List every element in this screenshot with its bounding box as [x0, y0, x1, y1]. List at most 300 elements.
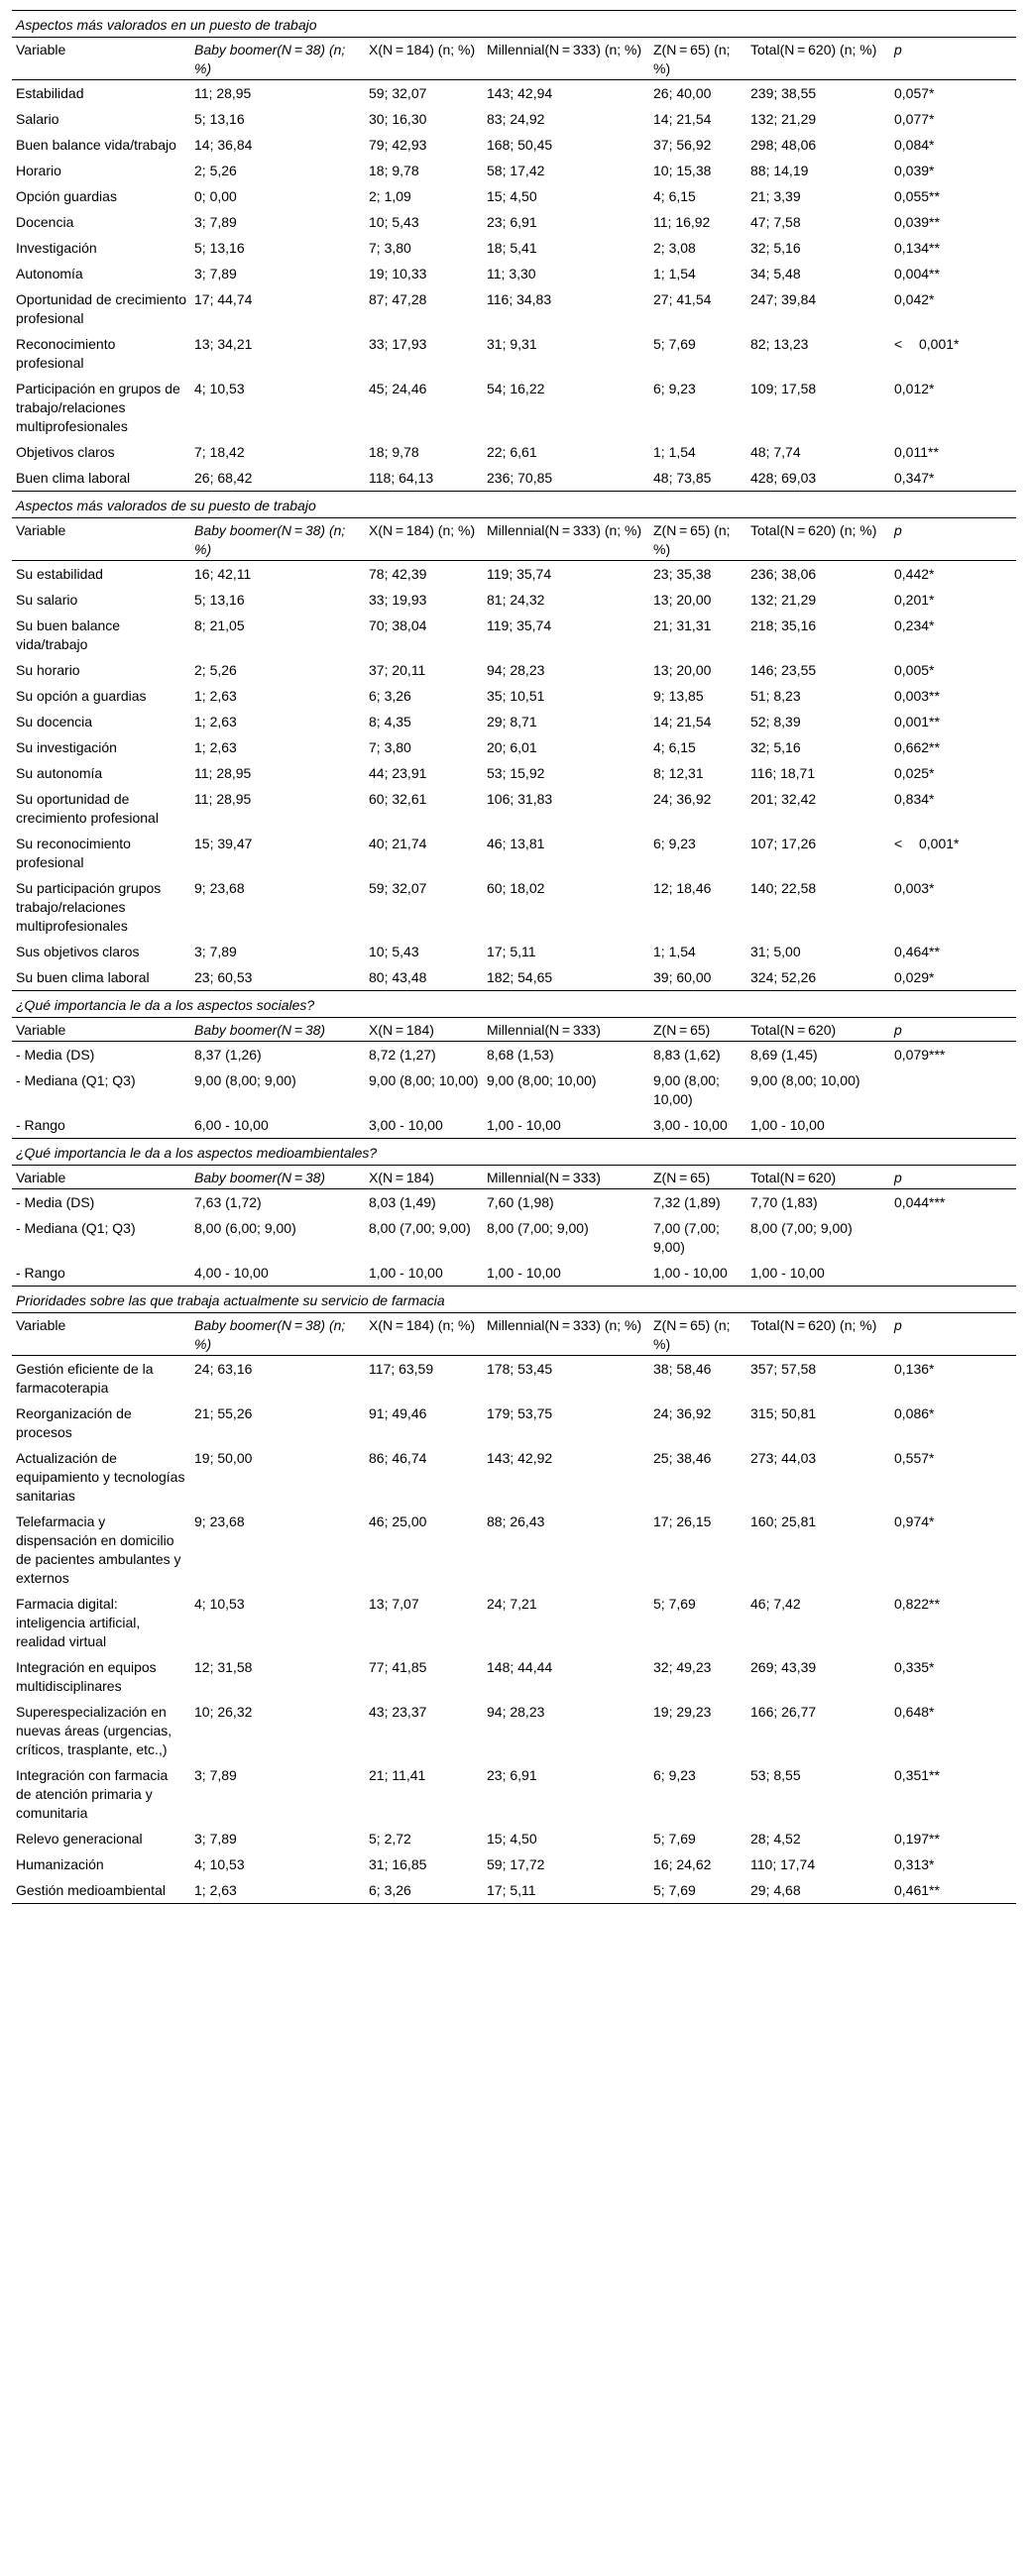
- table-cell: 79; 42,93: [369, 137, 427, 153]
- table-row: [12, 1699, 1016, 1762]
- table-row: [12, 1591, 1016, 1654]
- table-cell: 1; 1,54: [653, 444, 696, 460]
- table-cell: 315; 50,81: [750, 1405, 817, 1421]
- section-title-row: [12, 1139, 1016, 1166]
- results-table: [12, 10, 1016, 1904]
- table-cell: 9,00 (8,00; 10,00): [487, 1072, 597, 1088]
- table-cell: 29; 8,71: [487, 714, 537, 729]
- table-cell: 0,351**: [894, 1767, 940, 1783]
- table-cell: 94; 28,23: [487, 1704, 545, 1720]
- table-row: [12, 1215, 1016, 1260]
- table-cell: 5; 2,72: [369, 1831, 411, 1847]
- row-label: Participación en grupos de trabajo/relaciones multiprofesionales: [16, 381, 180, 434]
- table-cell: 106; 31,83: [487, 791, 553, 807]
- table-cell: 4,00 - 10,00: [194, 1265, 269, 1281]
- table-cell: 1; 2,63: [194, 688, 237, 704]
- table-cell: 0; 0,00: [194, 188, 237, 204]
- row-label: Integración con farmacia de atención primaria y comunitaria: [16, 1767, 169, 1821]
- row-label: Su buen clima laboral: [16, 969, 150, 985]
- table-cell: 7; 3,80: [369, 240, 411, 256]
- table-cell: 13; 20,00: [653, 662, 712, 678]
- table-cell: 116; 18,71: [750, 765, 816, 781]
- table-cell: 18; 9,78: [369, 163, 419, 178]
- column-header: Z(N = 65) (n; %): [649, 518, 746, 561]
- table-cell: 4; 6,15: [653, 739, 696, 755]
- table-cell: 9,00 (8,00; 10,00): [653, 1072, 720, 1107]
- table-cell: 0,974*: [894, 1513, 935, 1529]
- table-cell: 10; 5,43: [369, 944, 419, 959]
- row-label: - Mediana (Q1; Q3): [16, 1072, 136, 1088]
- table-cell: 273; 44,03: [750, 1450, 817, 1466]
- table-cell: 53; 8,55: [750, 1767, 801, 1783]
- table-cell: 0,077*: [894, 111, 935, 127]
- section-title-row: [12, 1287, 1016, 1313]
- table-cell: 7,60 (1,98): [487, 1194, 554, 1210]
- table-cell: 8,00 (7,00; 9,00): [369, 1220, 471, 1236]
- table-cell: < 0,001*: [894, 336, 960, 352]
- table-row: [12, 286, 1016, 331]
- table-row: [12, 1762, 1016, 1826]
- row-label: Relevo generacional: [16, 1831, 143, 1847]
- table-cell: 132; 21,29: [750, 592, 817, 608]
- table-cell: 4; 10,53: [194, 1856, 245, 1872]
- table-cell: 15; 39,47: [194, 836, 253, 851]
- table-row: [12, 1445, 1016, 1509]
- table-cell: 52; 8,39: [750, 714, 801, 729]
- table-cell: 0,057*: [894, 85, 935, 101]
- table-row: [12, 657, 1016, 683]
- section-title: Prioridades sobre las que trabaja actualmente su servicio de farmacia: [12, 1287, 1016, 1313]
- column-header: X(N = 184) (n; %): [365, 1313, 483, 1356]
- table-cell: 1,00 - 10,00: [750, 1117, 825, 1133]
- table-cell: 0,197**: [894, 1831, 940, 1847]
- column-header: Variable: [12, 518, 190, 561]
- table-row: [12, 1356, 1016, 1401]
- column-header: Millennial(N = 333) (n; %): [483, 1313, 649, 1356]
- table-cell: 17; 5,11: [487, 944, 536, 959]
- table-cell: 6; 9,23: [653, 381, 696, 396]
- section-title-row: [12, 492, 1016, 518]
- table-cell: 2; 5,26: [194, 163, 237, 178]
- row-label: - Rango: [16, 1265, 65, 1281]
- table-cell: 83; 24,92: [487, 111, 545, 127]
- table-cell: 0,136*: [894, 1361, 935, 1377]
- column-header: Variable: [12, 1166, 190, 1189]
- section-title: Aspectos más valorados en un puesto de trabajo: [12, 11, 1016, 38]
- table-cell: 14; 36,84: [194, 137, 253, 153]
- table-cell: 107; 17,26: [750, 836, 817, 851]
- table-cell: 7,00 (7,00; 9,00): [653, 1220, 720, 1255]
- column-header: p: [890, 1313, 1016, 1356]
- table-cell: 0,004**: [894, 266, 940, 281]
- table-cell: 14; 21,54: [653, 111, 712, 127]
- table-cell: 60; 32,61: [369, 791, 427, 807]
- table-cell: 1; 2,63: [194, 714, 237, 729]
- table-cell: 11; 28,95: [194, 791, 252, 807]
- table-cell: 12; 18,46: [653, 880, 712, 896]
- table-cell: 110; 17,74: [750, 1856, 816, 1872]
- table-row: [12, 683, 1016, 709]
- table-cell: 0,011**: [894, 444, 939, 460]
- table-cell: 5; 7,69: [653, 1596, 696, 1612]
- row-label: Su opción a guardias: [16, 688, 147, 704]
- table-cell: < 0,001*: [894, 836, 960, 851]
- row-label: Sus objetivos claros: [16, 944, 140, 959]
- table-cell: 78; 42,39: [369, 566, 427, 582]
- table-cell: 19; 29,23: [653, 1704, 712, 1720]
- table-cell: 23; 35,38: [653, 566, 712, 582]
- table-cell: 2; 3,08: [653, 240, 696, 256]
- table-cell: 119; 35,74: [487, 617, 552, 633]
- table-cell: 247; 39,84: [750, 291, 817, 307]
- table-cell: 81; 24,32: [487, 592, 545, 608]
- table-cell: 143; 42,92: [487, 1450, 553, 1466]
- table-cell: 24; 7,21: [487, 1596, 537, 1612]
- table-row: [12, 261, 1016, 286]
- table-cell: 0,313*: [894, 1856, 935, 1872]
- table-cell: 60; 18,02: [487, 880, 545, 896]
- table-cell: 236; 70,85: [487, 470, 553, 486]
- column-header: p: [890, 1166, 1016, 1189]
- table-cell: 0,029*: [894, 969, 935, 985]
- section-title: ¿Qué importancia le da a los aspectos sociales?: [12, 991, 1016, 1018]
- table-row: [12, 587, 1016, 613]
- table-cell: 29; 4,68: [746, 1877, 890, 1904]
- column-header: Total(N = 620): [746, 1166, 890, 1189]
- row-label: Su buen balance vida/trabajo: [16, 617, 121, 652]
- row-label: Docencia: [16, 214, 74, 230]
- table-cell: 6,00 - 10,00: [194, 1117, 269, 1133]
- table-cell: 88; 14,19: [750, 163, 809, 178]
- table-cell: 298; 48,06: [750, 137, 817, 153]
- row-label: - Mediana (Q1; Q3): [16, 1220, 136, 1236]
- table-cell: 21; 11,41: [369, 1767, 426, 1783]
- table-cell: 16; 42,11: [194, 566, 252, 582]
- table-cell: 59; 17,72: [487, 1856, 545, 1872]
- table-cell: 3; 7,89: [194, 1767, 237, 1783]
- table-cell: 218; 35,16: [750, 617, 817, 633]
- table-row: [12, 786, 1016, 831]
- column-header: Z(N = 65): [649, 1018, 746, 1042]
- column-header: Variable: [12, 38, 190, 80]
- table-cell: 8,83 (1,62): [653, 1047, 721, 1063]
- table-cell: 4; 6,15: [653, 188, 696, 204]
- table-cell: 13; 20,00: [653, 592, 712, 608]
- table-row: [12, 1067, 1016, 1112]
- table-cell: 88; 26,43: [487, 1513, 545, 1529]
- table-cell: 0,084*: [894, 137, 935, 153]
- table-cell: 1,00 - 10,00: [487, 1265, 561, 1281]
- row-label: Horario: [16, 163, 61, 178]
- table-cell: 8,72 (1,27): [369, 1047, 436, 1063]
- column-header: Baby boomer(N = 38): [190, 1166, 365, 1189]
- section-title-row: [12, 991, 1016, 1018]
- table-cell: 1,00 - 10,00: [750, 1265, 825, 1281]
- row-label: - Rango: [16, 1117, 65, 1133]
- table-cell: 48; 73,85: [653, 470, 712, 486]
- table-cell: 0,039**: [894, 214, 940, 230]
- table-cell: 119; 35,74: [487, 566, 552, 582]
- table-cell: 24; 63,16: [194, 1361, 253, 1377]
- column-header: X(N = 184): [365, 1166, 483, 1189]
- table-cell: 0,201*: [894, 592, 935, 608]
- row-label: Su estabilidad: [16, 566, 103, 582]
- table-cell: 59; 32,07: [369, 880, 427, 896]
- row-label: Opción guardias: [16, 188, 117, 204]
- table-cell: 15; 4,50: [487, 1831, 537, 1847]
- table-cell: 5; 13,16: [194, 240, 245, 256]
- table-row: [12, 209, 1016, 235]
- table-cell: 13; 34,21: [194, 336, 253, 352]
- table-cell: 13; 7,07: [369, 1596, 419, 1612]
- row-label: Buen balance vida/trabajo: [16, 137, 176, 153]
- table-cell: 0,001**: [894, 714, 940, 729]
- table-cell: 0,464**: [894, 944, 940, 959]
- column-header: Baby boomer(N = 38) (n; %): [190, 1313, 365, 1356]
- table-cell: 5; 7,69: [653, 336, 696, 352]
- row-label: Objetivos claros: [16, 444, 115, 460]
- table-row: [12, 831, 1016, 875]
- table-cell: 8,00 (7,00; 9,00): [750, 1220, 853, 1236]
- table-cell: [890, 1215, 1016, 1260]
- table-row: [12, 1112, 1016, 1139]
- table-row: [12, 1260, 1016, 1287]
- table-cell: 182; 54,65: [487, 969, 553, 985]
- table-cell: 38; 58,46: [653, 1361, 712, 1377]
- table-cell: 8,69 (1,45): [750, 1047, 818, 1063]
- row-label: - Media (DS): [16, 1047, 95, 1063]
- table-cell: 178; 53,45: [487, 1361, 553, 1377]
- column-header: Millennial(N = 333): [483, 1166, 649, 1189]
- column-header: Millennial(N = 333) (n; %): [483, 518, 649, 561]
- table-cell: 239; 38,55: [750, 85, 817, 101]
- table-cell: 19; 50,00: [194, 1450, 253, 1466]
- column-header: Millennial(N = 333) (n; %): [483, 38, 649, 80]
- table-cell: 109; 17,58: [750, 381, 817, 396]
- row-label: Humanización: [16, 1856, 104, 1872]
- header-row: [12, 1313, 1016, 1356]
- table-row: [12, 1851, 1016, 1877]
- table-cell: 17; 5,11: [483, 1877, 649, 1904]
- table-cell: 1,00 - 10,00: [369, 1265, 443, 1281]
- table-row: [12, 106, 1016, 132]
- table-cell: 1,00 - 10,00: [487, 1117, 561, 1133]
- header-row: [12, 38, 1016, 80]
- table-cell: 8; 12,31: [653, 765, 704, 781]
- table-cell: 0,039*: [894, 163, 935, 178]
- table-cell: 37; 20,11: [369, 662, 426, 678]
- table-row: [12, 1877, 1016, 1904]
- table-cell: 0,648*: [894, 1704, 935, 1720]
- table-cell: 143; 42,94: [487, 85, 553, 101]
- table-cell: 0,012*: [894, 381, 935, 396]
- table-row: [12, 734, 1016, 760]
- table-cell: 20; 6,01: [487, 739, 537, 755]
- table-cell: 357; 57,58: [750, 1361, 817, 1377]
- table-cell: 28; 4,52: [750, 1831, 801, 1847]
- table-cell: 21; 3,39: [750, 188, 801, 204]
- table-cell: 10; 5,43: [369, 214, 419, 230]
- table-cell: 35; 10,51: [487, 688, 545, 704]
- table-cell: 11; 28,95: [194, 85, 252, 101]
- table-row: [12, 1042, 1016, 1068]
- table-cell: 1; 2,63: [194, 739, 237, 755]
- table-cell: 324; 52,26: [750, 969, 817, 985]
- table-cell: 0,834*: [894, 791, 935, 807]
- table-cell: 8,00 (6,00; 9,00): [194, 1220, 296, 1236]
- table-cell: 0,134**: [894, 240, 940, 256]
- table-row: [12, 80, 1016, 107]
- table-cell: 86; 46,74: [369, 1450, 427, 1466]
- table-cell: 51; 8,23: [750, 688, 801, 704]
- table-row: [12, 760, 1016, 786]
- row-label: Integración en equipos multidisciplinares: [16, 1659, 157, 1694]
- table-cell: 11; 16,92: [653, 214, 711, 230]
- table-cell: 31; 5,00: [750, 944, 801, 959]
- table-cell: [890, 1067, 1016, 1112]
- table-cell: 19; 10,33: [369, 266, 427, 281]
- table-cell: 168; 50,45: [487, 137, 553, 153]
- section-title: ¿Qué importancia le da a los aspectos medioambientales?: [12, 1139, 1016, 1166]
- table-cell: 146; 23,55: [750, 662, 817, 678]
- table-cell: 94; 28,23: [487, 662, 545, 678]
- table-cell: 0,086*: [894, 1405, 935, 1421]
- table-cell: 118; 64,13: [369, 470, 434, 486]
- table-cell: 87; 47,28: [369, 291, 427, 307]
- table-cell: 17; 44,74: [194, 291, 253, 307]
- table-cell: 23; 6,91: [487, 1767, 537, 1783]
- table-row: [12, 1509, 1016, 1591]
- section-title: Aspectos más valorados de su puesto de trabajo: [12, 492, 1016, 518]
- table-cell: 0,042*: [894, 291, 935, 307]
- table-cell: 47; 7,58: [750, 214, 801, 230]
- table-cell: 1; 1,54: [653, 944, 696, 959]
- row-label: Salario: [16, 111, 59, 127]
- row-label: Actualización de equipamiento y tecnologías sanitarias: [16, 1450, 185, 1504]
- table-cell: 10; 15,38: [653, 163, 712, 178]
- table-cell: 3,00 - 10,00: [653, 1117, 728, 1133]
- table-row: [12, 132, 1016, 158]
- table-row: [12, 465, 1016, 492]
- table-cell: 23; 6,91: [487, 214, 537, 230]
- column-header: Baby boomer(N = 38) (n; %): [190, 38, 365, 80]
- table-cell: 4; 10,53: [194, 1596, 245, 1612]
- table-cell: 80; 43,48: [369, 969, 427, 985]
- table-cell: 26; 68,42: [194, 470, 253, 486]
- table-cell: 70; 38,04: [369, 617, 427, 633]
- table-cell: 6; 3,26: [369, 688, 411, 704]
- table-cell: 8; 21,05: [194, 617, 245, 633]
- table-cell: 8,37 (1,26): [194, 1047, 262, 1063]
- section-title-row: [12, 11, 1016, 38]
- table-cell: 9,00 (8,00; 10,00): [369, 1072, 479, 1088]
- table-cell: 40; 21,74: [369, 836, 427, 851]
- table-cell: 6; 9,23: [653, 1767, 696, 1783]
- table-cell: 8,03 (1,49): [369, 1194, 436, 1210]
- table-cell: 30; 16,30: [369, 111, 427, 127]
- table-cell: 6; 9,23: [653, 836, 696, 851]
- table-cell: 8,00 (7,00; 9,00): [487, 1220, 589, 1236]
- column-header: Variable: [12, 1313, 190, 1356]
- table-cell: 1,00 - 10,00: [653, 1265, 728, 1281]
- table-cell: 24; 36,92: [653, 791, 712, 807]
- column-header: Z(N = 65): [649, 1166, 746, 1189]
- table-cell: 428; 69,03: [750, 470, 817, 486]
- header-row: [12, 518, 1016, 561]
- table-cell: 82; 13,23: [750, 336, 809, 352]
- table-row: [12, 709, 1016, 734]
- table-cell: 117; 63,59: [369, 1361, 434, 1377]
- table-cell: 15; 4,50: [487, 188, 537, 204]
- table-cell: 5; 13,16: [194, 592, 245, 608]
- table-cell: 3; 7,89: [194, 1831, 237, 1847]
- table-row: [12, 439, 1016, 465]
- table-cell: 5; 7,69: [653, 1831, 696, 1847]
- table-cell: 46; 25,00: [369, 1513, 427, 1529]
- table-cell: 27; 41,54: [653, 291, 712, 307]
- column-header: Total(N = 620) (n; %): [746, 518, 890, 561]
- table-row: [12, 331, 1016, 376]
- table-cell: 24; 36,92: [653, 1405, 712, 1421]
- table-cell: 21; 55,26: [194, 1405, 253, 1421]
- table-cell: 9; 13,85: [653, 688, 704, 704]
- table-cell: 32; 5,16: [750, 739, 801, 755]
- table-cell: [890, 1112, 1016, 1139]
- table-cell: 5; 13,16: [194, 111, 245, 127]
- table-cell: 0,662**: [894, 739, 940, 755]
- row-label: Su docencia: [16, 714, 93, 729]
- table-row: [12, 1400, 1016, 1445]
- table-cell: 11; 28,95: [194, 765, 252, 781]
- column-header: p: [890, 518, 1016, 561]
- table-cell: 0,461**: [890, 1877, 1016, 1904]
- table-cell: 7; 18,42: [194, 444, 245, 460]
- header-row: [12, 1018, 1016, 1042]
- row-label: Estabilidad: [16, 85, 84, 101]
- table-cell: 2; 1,09: [369, 188, 411, 204]
- table-row: [12, 875, 1016, 939]
- table-cell: 26; 40,00: [653, 85, 712, 101]
- table-cell: 7,63 (1,72): [194, 1194, 262, 1210]
- table-row: [12, 376, 1016, 439]
- table-cell: 18; 9,78: [369, 444, 419, 460]
- table-cell: 166; 26,77: [750, 1704, 817, 1720]
- table-cell: 132; 21,29: [750, 111, 817, 127]
- table-cell: 53; 15,92: [487, 765, 545, 781]
- table-cell: 16; 24,62: [653, 1856, 712, 1872]
- row-label: Su reconocimiento profesional: [16, 836, 131, 870]
- table-cell: 160; 25,81: [750, 1513, 817, 1529]
- table-cell: 6; 3,26: [365, 1877, 483, 1904]
- table-cell: 46; 13,81: [487, 836, 545, 851]
- table-cell: 3; 7,89: [194, 214, 237, 230]
- table-cell: 5; 7,69: [649, 1877, 746, 1904]
- table-cell: 9,00 (8,00; 9,00): [194, 1072, 296, 1088]
- table-cell: 43; 23,37: [369, 1704, 427, 1720]
- column-header: p: [890, 38, 1016, 80]
- table-cell: 0,822**: [894, 1596, 940, 1612]
- table-cell: [890, 1260, 1016, 1287]
- table-container: [12, 10, 1016, 1904]
- table-cell: 31; 16,85: [369, 1856, 427, 1872]
- table-cell: 91; 49,46: [369, 1405, 427, 1421]
- table-cell: 0,079***: [894, 1047, 946, 1063]
- column-header: X(N = 184): [365, 1018, 483, 1042]
- table-cell: 21; 31,31: [653, 617, 712, 633]
- row-label: Su participación grupos trabajo/relaciones multiprofesionales: [16, 880, 162, 934]
- table-cell: 59; 32,07: [369, 85, 427, 101]
- table-cell: 0,234*: [894, 617, 935, 633]
